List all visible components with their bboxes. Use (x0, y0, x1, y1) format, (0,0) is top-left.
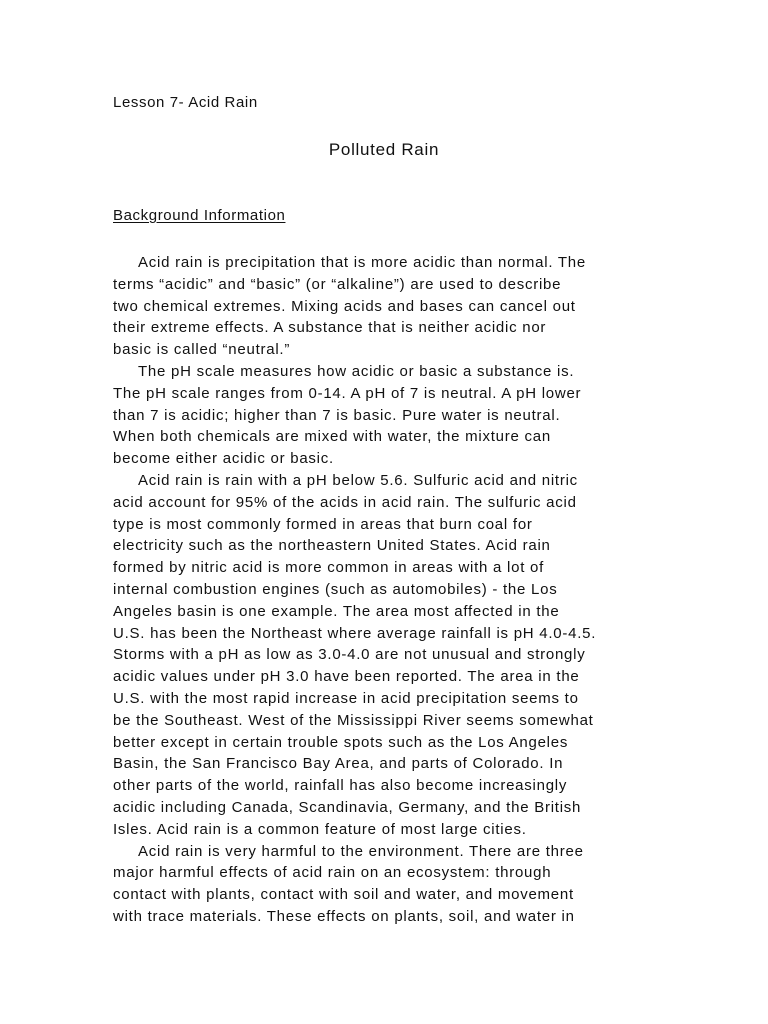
paragraph-first-line: The pH scale measures how acidic or basic a substance is. (138, 362, 575, 380)
text-line: internal combustion engines (such as automobiles) - the Los (113, 580, 558, 598)
text-line: other parts of the world, rainfall has also become increasingly (113, 777, 568, 795)
text-line: two chemical extremes. Mixing acids and bases can cancel out (113, 297, 576, 315)
text-line: Isles. Acid rain is a common feature of most large cities. (113, 820, 527, 838)
text-line: be the Southeast. West of the Mississippi River seems somewhat (113, 711, 594, 729)
lesson-label: Lesson 7- Acid Rain (113, 94, 258, 111)
page-title: Polluted Rain (328, 140, 440, 159)
text-line: acid account for 95% of the acids in acid rain. The sulfuric acid (113, 493, 577, 511)
text-line: formed by nitric acid is more common in areas with a lot of (113, 559, 545, 577)
text-line: with trace materials. These effects on plants, soil, and water in (113, 907, 575, 925)
text-line: type is most commonly formed in areas that burn coal for (113, 515, 533, 533)
body-text (113, 252, 673, 928)
text-line: basic is called “neutral.” (113, 341, 291, 359)
text-line: major harmful effects of acid rain on an ecosystem: through (113, 864, 552, 882)
text-line: When both chemicals are mixed with water, the mixture can (113, 428, 551, 446)
text-line: acidic including Canada, Scandinavia, Germany, and the British (113, 798, 582, 816)
text-line: contact with plants, contact with soil and water, and movement (113, 886, 574, 904)
text-line: become either acidic or basic. (113, 450, 334, 468)
text-line: Angeles basin is one example. The area most affected in the (113, 602, 560, 620)
text-line: acidic values under pH 3.0 have been reported. The area in the (113, 668, 580, 686)
text-line: electricity such as the northeastern United States. Acid rain (113, 537, 551, 555)
text-line: terms “acidic” and “basic” (or “alkaline”) are used to describe (113, 275, 562, 293)
paragraph-first-line: Acid rain is precipitation that is more acidic than normal. The (138, 254, 586, 271)
text-line: Basin, the San Francisco Bay Area, and parts of Colorado. In (113, 755, 564, 773)
paragraph-first-line: Acid rain is rain with a pH below 5.6. Sulfuric acid and nitric (138, 471, 578, 489)
text-line: U.S. with the most rapid increase in acid precipitation seems to (113, 689, 579, 707)
text-line: than 7 is acidic; higher than 7 is basic. Pure water is neutral. (113, 406, 561, 424)
section-heading: Background Information (113, 207, 286, 224)
text-line: Storms with a pH as low as 3.0-4.0 are not unusual and strongly (113, 646, 586, 664)
text-line: The pH scale ranges from 0-14. A pH of 7 is neutral. A pH lower (113, 384, 582, 402)
text-line: better except in certain trouble spots such as the Los Angeles (113, 733, 569, 751)
text-line: their extreme effects. A substance that is neither acidic nor (113, 319, 547, 337)
paragraph-first-line: Acid rain is very harmful to the environment. There are three (138, 842, 584, 860)
text-line: U.S. has been the Northeast where average rainfall is pH 4.0-4.5. (113, 624, 597, 642)
